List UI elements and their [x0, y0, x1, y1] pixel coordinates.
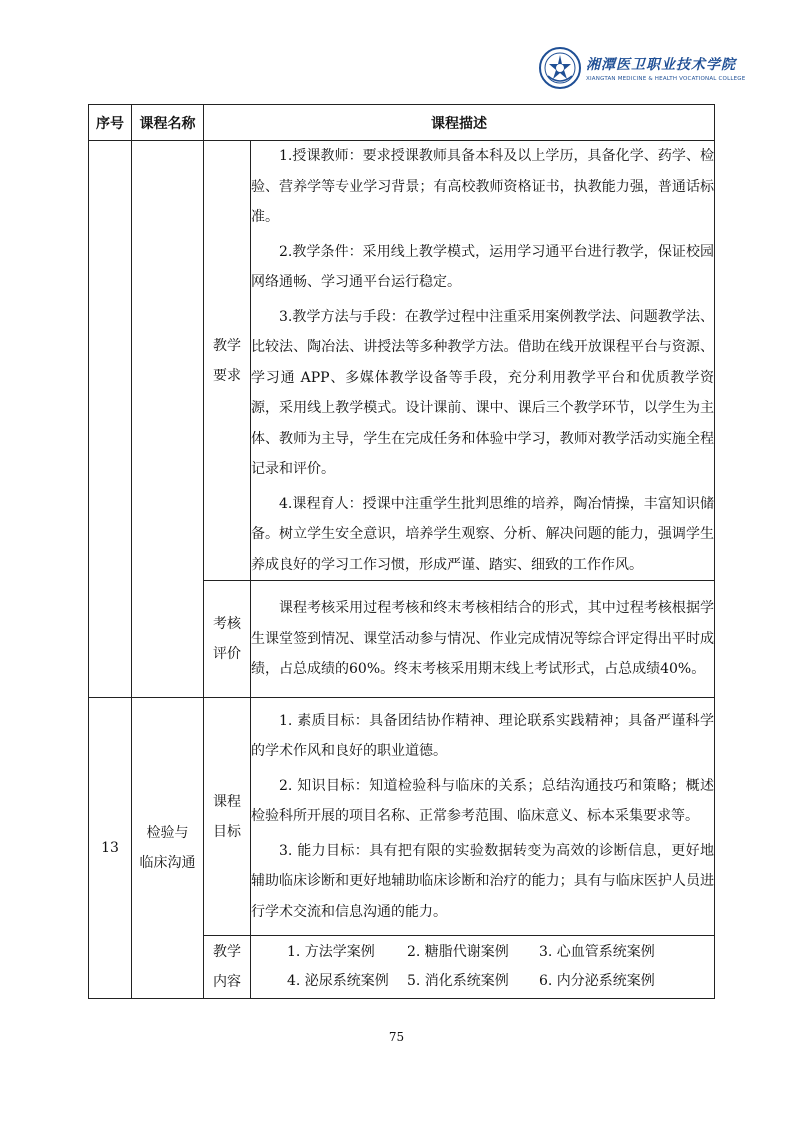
teaching-req-para-2: 2.教学条件：采用线上教学模式，运用学习通平台进行教学，保证校园网络通畅、学习通平台运行稳定。 — [251, 243, 714, 290]
course-goals-label — [204, 698, 251, 936]
header-course-name: 课程名称 — [132, 105, 204, 141]
course-goals-para-2: 2. 知识目标：知道检验科与临床的关系；总结沟通技巧和策略；概述检验科所开展的项目名称、正常参考范围、临床意义、标本采集要求等。 — [251, 777, 714, 825]
list-item: 6. 内分泌系统案例 — [539, 973, 655, 989]
college-name-en: XIANGTAN MEDICINE & HEALTH VOCATIONAL COLLEGE — [586, 76, 746, 82]
table-row — [89, 698, 715, 936]
table-row — [89, 141, 715, 581]
list-item: 1. 方法学案例 — [287, 944, 375, 960]
teaching-content-label-2: 内容 — [213, 974, 241, 990]
course-table — [88, 104, 715, 999]
assessment-para-1: 课程考核采用过程考核和终末考核相结合的形式，其中过程考核根据学生课堂签到情况、课堂活动参与情况、作业完成情况等综合评定得出平时成绩，占总成绩的60%。终末考核采用期末线上考试形式，占总成绩40%。 — [251, 600, 714, 678]
teaching-req-label-1: 教学 — [213, 337, 241, 354]
college-emblem-icon — [538, 46, 582, 90]
teaching-content-list — [251, 936, 714, 998]
assessment-desc — [251, 581, 715, 698]
list-item: 5. 消化系统案例 — [407, 973, 509, 989]
teaching-req-para-4: 4.课程育人：授课中注重学生批判思维的培养，陶冶情操，丰富知识储备。树立学生安全意识，培养学生观察、分析、解决问题的能力，强调学生养成良好的学习工作习惯，形成严谨、踏实、细致的工作作风。 — [251, 495, 714, 573]
page-number: 75 — [388, 1030, 405, 1044]
header-course-desc: 课程描述 — [204, 105, 715, 141]
teaching-req-desc — [251, 141, 715, 581]
teaching-req-para-1: 1.授课教师：要求授课教师具备本科及以上学历，具备化学、药学、检验、营养学等专业学习背景；有高校教师资格证书，执教能力强，普通话标准。 — [251, 148, 714, 225]
course-goals-para-3: 3. 能力目标：具有把有限的实验数据转变为高效的诊断信息，更好地辅助临床诊断和更好地辅助临床诊断和治疗的能力；具有与临床医护人员进行学术交流和信息沟通的能力。 — [251, 842, 714, 920]
course-goals-label-2: 目标 — [213, 823, 241, 840]
list-item: 4. 泌尿系统案例 — [287, 973, 389, 989]
assessment-label-1: 考核 — [213, 616, 241, 632]
list-item: 2. 糖脂代谢案例 — [407, 944, 509, 960]
teaching-content-label — [204, 936, 251, 999]
teaching-content-label-1: 教学 — [213, 944, 241, 960]
teaching-content-desc — [251, 936, 715, 999]
table-header-row — [89, 105, 715, 141]
seq-cell-13: 13 — [89, 698, 132, 999]
course-name-13-line-1: 检验与 — [146, 825, 189, 841]
assessment-label — [204, 581, 251, 698]
header-seq: 序号 — [89, 105, 132, 141]
course-goals-desc — [251, 698, 715, 936]
course-name-cell-13 — [132, 698, 204, 999]
teaching-req-para-3: 3.教学方法与手段：在教学过程中注重采用案例教学法、问题教学法、比较法、陶冶法、讲授法等多种教学方法。借助在线开放课程平台与资源、学习通 APP、多媒体教学设备等手段，充分利用教学平台和优质教学资源，采用线上教学模式。设计课前、课中、课后三个教学环节，以学生为主体、教师为主导，学生在完成任务和体验中学习，教师对教学活动实施全程记录和评价。 — [251, 308, 714, 477]
course-name-cell-continued — [132, 141, 204, 698]
course-goals-para-1: 1. 素质目标：具备团结协作精神、理论联系实践精神；具备严谨科学的学术作风和良好的职业道德。 — [251, 712, 714, 760]
course-goals-label-1: 课程 — [213, 793, 241, 810]
seq-cell-continued — [89, 141, 132, 698]
list-item: 3. 心血管系统案例 — [539, 944, 655, 960]
college-name-cn: 湘潭医卫职业技术学院 — [586, 57, 736, 73]
teaching-req-label-2: 要求 — [213, 367, 241, 384]
course-name-13-line-2: 临床沟通 — [139, 855, 196, 871]
college-logo — [538, 46, 746, 90]
teaching-req-label — [204, 141, 251, 581]
assessment-label-2: 评价 — [213, 646, 241, 662]
